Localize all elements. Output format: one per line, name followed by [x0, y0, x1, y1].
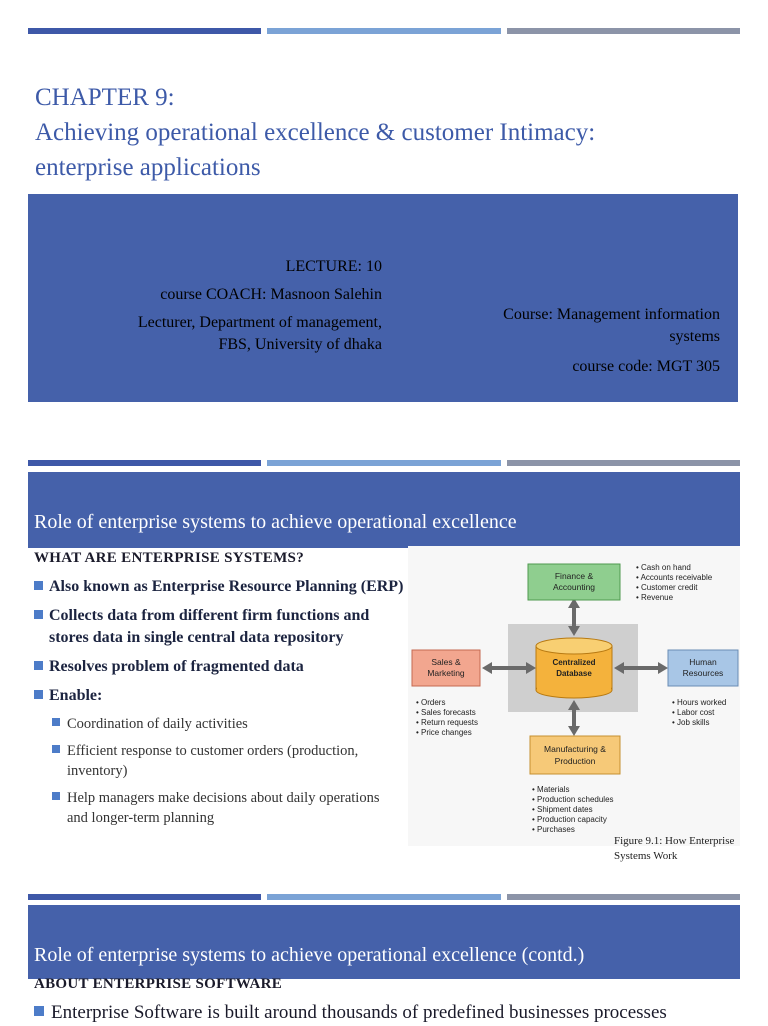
slide-1: [0, 0, 768, 450]
slide-1-title: [35, 80, 725, 185]
finance-item: • Revenue: [636, 593, 674, 602]
manufacturing-label-2: Production: [554, 756, 596, 766]
hr-label-1: Human: [689, 657, 717, 667]
course-info-box: [28, 194, 738, 402]
bullet-square-icon: [34, 1006, 44, 1016]
list-item: Enable:: [34, 685, 404, 707]
bullet-square-icon: [52, 792, 60, 800]
hr-item: • Hours worked: [672, 698, 727, 707]
database-label-1: Centralized: [552, 658, 596, 667]
sub-list-item: Help managers make decisions about daily operations and longer-term planning: [34, 788, 404, 828]
slide-1-accent-bars: [28, 28, 740, 34]
manufacturing-label-1: Manufacturing &: [544, 744, 606, 754]
manufacturing-box: [530, 736, 620, 774]
enterprise-systems-diagram: [408, 546, 740, 846]
course-name-line-2: systems: [669, 328, 720, 345]
sub-list-item: Efficient response to customer orders (production, inventory): [34, 741, 404, 781]
manufacturing-item: • Production capacity: [532, 815, 607, 824]
sales-label-2: Marketing: [427, 668, 465, 678]
sales-item: • Return requests: [416, 718, 478, 727]
manufacturing-item: • Materials: [532, 785, 570, 794]
title-line-3: enterprise applications: [35, 154, 261, 181]
bullet-square-icon: [34, 610, 43, 619]
hr-item: • Job skills: [672, 718, 710, 727]
database-icon: [536, 638, 612, 698]
list-item: Resolves problem of fragmented data: [34, 656, 404, 678]
finance-label-2: Accounting: [552, 582, 596, 592]
list-item: Enterprise Software is built around thousands of predefined businesses processes: [34, 1000, 751, 1026]
sales-item: • Orders: [416, 698, 446, 707]
slide-2-title: Role of enterprise systems to achieve operational excellence: [34, 511, 517, 533]
diagram-svg: [408, 546, 740, 846]
bullet-square-icon: [52, 745, 60, 753]
course-coach: course COACH: Masnoon Salehin: [160, 286, 382, 303]
slide-3-accent-bars: [28, 894, 740, 900]
figure-caption: Figure 9.1: How Enterprise Systems Work: [614, 835, 735, 862]
finance-item: • Cash on hand: [636, 563, 691, 572]
lecturer-line-1: Lecturer, Department of management,: [137, 314, 382, 331]
bullet-square-icon: [34, 690, 43, 699]
finance-label-1: Finance &: [554, 571, 594, 581]
bullet-square-icon: [34, 661, 43, 670]
finance-item: • Customer credit: [636, 583, 698, 592]
list-item: Collects data from different firm functions and stores data in single central data repository: [34, 605, 404, 649]
slide-3-title-band: [28, 905, 740, 979]
manufacturing-item: • Shipment dates: [532, 805, 593, 814]
slide-3: [0, 892, 768, 1024]
sub-list-item: Coordination of daily activities: [34, 714, 404, 734]
slide-2-accent-bars: [28, 460, 740, 466]
manufacturing-item: • Production schedules: [532, 795, 614, 804]
bullet-square-icon: [34, 581, 43, 590]
bullet-square-icon: [52, 718, 60, 726]
slide-2: [0, 450, 768, 892]
slide-3-subheading: ABOUT ENTERPRISE SOFTWARE: [34, 976, 283, 992]
hr-item: • Labor cost: [672, 708, 715, 717]
lecture-number: LECTURE: 10: [285, 258, 382, 275]
lecture-info: [138, 256, 382, 362]
database-label-2: Database: [556, 669, 592, 678]
bullet-list: [34, 576, 404, 835]
manufacturing-item: • Purchases: [532, 825, 575, 834]
slide-2-subheading: WHAT ARE ENTERPRISE SYSTEMS?: [34, 550, 304, 566]
finance-item: • Accounts receivable: [636, 573, 713, 582]
hr-label-2: Resources: [682, 668, 724, 678]
course-info: [420, 304, 720, 378]
lecturer-line-2: FBS, University of dhaka: [218, 336, 382, 353]
course-code: course code: MGT 305: [572, 358, 720, 375]
slide-2-title-band: [28, 472, 740, 548]
sales-label-1: Sales &: [431, 657, 461, 667]
course-name-line-1: Course: Management information: [503, 306, 720, 323]
list-item: Also known as Enterprise Resource Planning (ERP): [34, 576, 404, 598]
title-line-2: Achieving operational excellence & customer Intimacy:: [35, 119, 596, 146]
sales-item: • Price changes: [416, 728, 472, 737]
sales-item: • Sales forecasts: [416, 708, 476, 717]
title-line-1: CHAPTER 9:: [35, 84, 175, 111]
slide-3-title: Role of enterprise systems to achieve operational excellence (contd.): [34, 944, 585, 966]
